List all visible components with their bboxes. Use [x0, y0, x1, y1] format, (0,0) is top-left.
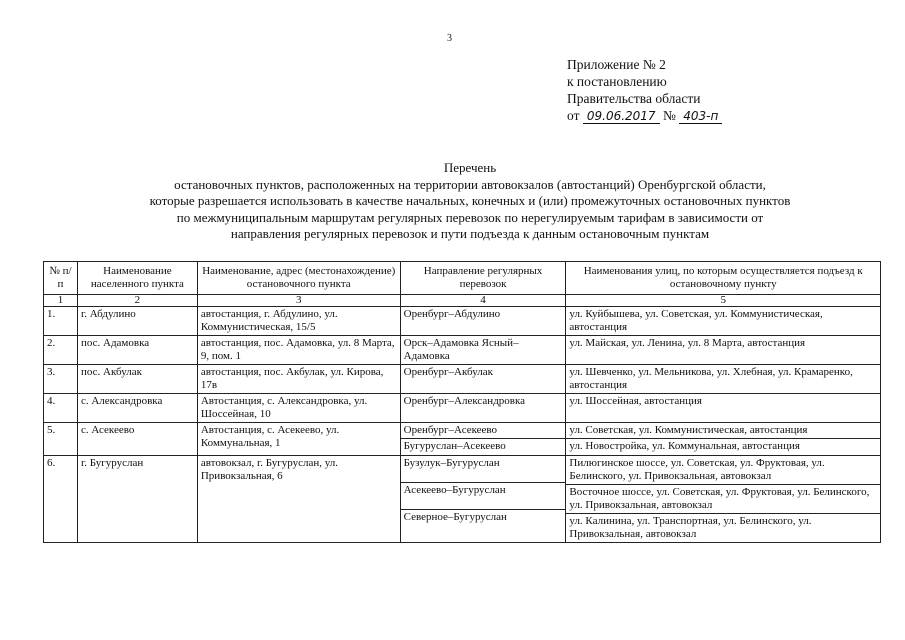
table-row [44, 456, 881, 543]
table-row [44, 394, 881, 423]
direction-cell [400, 365, 566, 394]
row-number-cell: 1. [44, 307, 78, 336]
direction-item: Северное–Бугуруслан [401, 509, 566, 535]
column-number: 5 [566, 295, 881, 307]
streets-cell [566, 456, 881, 543]
stop-address-cell: автостанция, пос. Адамовка, ул. 8 Марта, 9, пом. 1 [197, 336, 400, 365]
place-cell: г. Абдулино [77, 307, 197, 336]
header-cell: № п/п [44, 262, 78, 295]
column-number: 1 [44, 295, 78, 307]
stop-address-cell: Автостанция, с. Александровка, ул. Шоссейная, 10 [197, 394, 400, 423]
streets-item: Пилюгинское шоссе, ул. Советская, ул. Фруктовая, ул. Белинского, ул. Привокзальная, автовокзал [569, 457, 825, 482]
heading-line: остановочных пунктов, расположенных на территории автовокзалов (автостанций) Оренбургской области, [174, 176, 766, 192]
row-number-cell: 5. [44, 423, 78, 456]
header-cell: Наименование населенного пункта [77, 262, 197, 295]
header-cell: Наименования улиц, по которым осуществляется подъезд к остановочному пункту [566, 262, 881, 295]
place-cell: с. Асекеево [77, 423, 197, 456]
direction-cell [400, 307, 566, 336]
handwritten-number: 403-п [679, 109, 722, 124]
page-number: 3 [447, 33, 452, 44]
row-number-cell: 4. [44, 394, 78, 423]
stop-address-cell: автостанция, г. Абдулино, ул. Коммунистическая, 15/5 [197, 307, 400, 336]
table-row [44, 336, 881, 365]
table-row [44, 423, 881, 456]
column-number: 3 [197, 295, 400, 307]
direction-cell [400, 456, 566, 543]
row-number-cell: 2. [44, 336, 78, 365]
row-number-cell: 3. [44, 365, 78, 394]
appendix-title: Приложение № 2 [567, 57, 666, 72]
direction-item: Оренбург–Акбулак [403, 366, 493, 378]
direction-item: Оренбург–Абдулино [403, 308, 501, 320]
appendix-block [567, 56, 722, 125]
streets-cell [566, 394, 881, 423]
appendix-line: к постановлению [567, 74, 667, 89]
direction-cell [400, 336, 566, 365]
table-row [44, 365, 881, 394]
document-title: Перечень [443, 160, 497, 175]
direction-item: Оренбург–Александровка [403, 395, 526, 407]
heading-line: которые разрешается использовать в качестве начальных, конечных и (или) промежуточных остановочных пунктов [149, 193, 791, 208]
appendix-date-line [567, 107, 722, 125]
document-heading [100, 160, 840, 243]
stop-address-cell: Автостанция, с. Асекеево, ул. Коммунальная, 1 [197, 423, 400, 456]
streets-item: ул. Советская, ул. Коммунистическая, автостанция [569, 424, 808, 436]
streets-item: ул. Шоссейная, автостанция [569, 395, 702, 407]
header-cell: Направление регулярных перевозок [400, 262, 566, 295]
streets-item: ул. Новостройка, ул. Коммунальная, автостанция [566, 438, 880, 453]
column-number-row [44, 295, 881, 307]
heading-line: направления регулярных перевозок и пути подъезда к данным остановочным пунктам [230, 226, 710, 241]
appendix-line: Правительства области [567, 91, 701, 106]
header-cell: Наименование, адрес (местонахождение) остановочного пункта [197, 262, 400, 295]
table-row [44, 307, 881, 336]
direction-item: Бузулук–Бугуруслан [403, 457, 500, 469]
heading-line: по межмуниципальным маршрутам регулярных перевозок по нерегулируемым тарифам в зависимости от [176, 209, 764, 225]
direction-item: Орск–Адамовка Ясный–Адамовка [403, 337, 519, 362]
table-header-row [44, 262, 881, 295]
number-prefix: № [662, 108, 676, 123]
direction-cell [400, 394, 566, 423]
streets-item: ул. Шевченко, ул. Мельникова, ул. Хлебная, ул. Крамаренко, автостанция [569, 366, 853, 391]
direction-cell [400, 423, 566, 456]
streets-cell [566, 336, 881, 365]
row-number-cell: 6. [44, 456, 78, 543]
stops-table [43, 261, 881, 543]
place-cell: с. Александровка [77, 394, 197, 423]
streets-item: ул. Майская, ул. Ленина, ул. 8 Марта, автостанция [569, 337, 806, 349]
date-prefix: от [567, 108, 580, 123]
streets-cell [566, 423, 881, 456]
place-cell: пос. Адамовка [77, 336, 197, 365]
streets-item: ул. Калинина, ул. Транспортная, ул. Белинского, ул. Привокзальная, автовокзал [566, 513, 880, 541]
streets-item: ул. Куйбышева, ул. Советская, ул. Коммунистическая, автостанция [569, 308, 823, 333]
column-number: 2 [77, 295, 197, 307]
stop-address-cell: автовокзал, г. Бугуруслан, ул. Привокзальная, 6 [197, 456, 400, 543]
direction-item: Оренбург–Асекеево [403, 424, 498, 436]
streets-cell [566, 307, 881, 336]
streets-cell [566, 365, 881, 394]
place-cell: пос. Акбулак [77, 365, 197, 394]
handwritten-date: 09.06.2017 [583, 109, 660, 124]
streets-item: Восточное шоссе, ул. Советская, ул. Фруктовая, ул. Белинского, ул. Привокзальная, автовокзал [566, 484, 880, 512]
column-number: 4 [400, 295, 566, 307]
place-cell: г. Бугуруслан [77, 456, 197, 543]
stop-address-cell: автостанция, пос. Акбулак, ул. Кирова, 17в [197, 365, 400, 394]
direction-item: Бугуруслан–Асекеево [401, 438, 566, 453]
direction-item: Асекеево–Бугуруслан [401, 482, 566, 508]
